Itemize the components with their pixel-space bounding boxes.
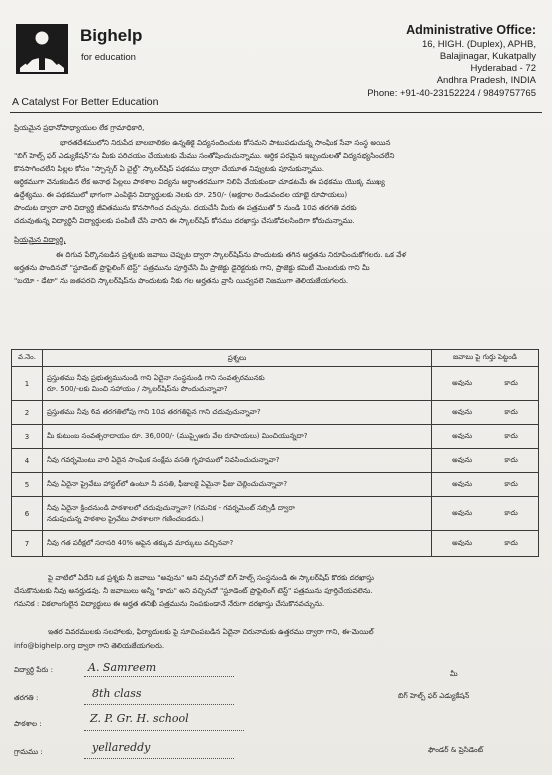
yes-option[interactable]: అవును xyxy=(452,538,473,547)
address-line: Hyderabad - 72 xyxy=(470,63,536,74)
no-option[interactable]: కాదు xyxy=(504,455,518,464)
row-number: 4 xyxy=(12,449,43,473)
answer-cell xyxy=(432,531,539,557)
paragraph-line: భారతదేశములోని నిరుపేద బాలబాలికల ఉన్నతికై విద్యనందించుట కోసమని పాటుపడుచున్న సాంఘిక సేవా సంస్థ అయిన xyxy=(60,138,391,147)
student-salutation: ప్రియమైన విద్యార్థి, xyxy=(14,235,66,244)
brand-name: Bighelp xyxy=(80,26,143,45)
paragraph-line: "బయో - డేటా" ను జతపరచి స్కాలర్‌షిప్‌ను పొందుటకు నీకు గల అర్హతను వ్రాసి యివ్వవలె నిజముగా తెలియజేయగలరు. xyxy=(14,276,349,285)
no-option[interactable]: కాదు xyxy=(504,378,518,387)
question-text: నీవు గత పరీక్షలో సరాసరి 40% ఆపైన తక్కువ మార్కులు వచ్చినవా? xyxy=(47,539,234,548)
paragraph-line: చదువుతున్న విద్యార్థినీ విద్యార్థులకు పంపిణీ చేసి వారిని ఈ స్కాలర్‌షిప్ కోసము దరఖాస్తు చేసుకోవలసిందిగా కోరుచున్నాము. xyxy=(14,216,355,225)
answer-cell xyxy=(432,425,539,449)
student-name-value[interactable]: A. Samreem xyxy=(88,661,157,674)
paragraph-line: ఆర్థికముగా వెనుకబడిన లేక అనాథ పిల్లలు పాఠశాల విద్యను అర్ధాంతరముగా నిలిపి వేయకుండా చూడటమే ఈ పథకము యొక్క ముఖ్య xyxy=(14,177,385,186)
no-option[interactable]: కాదు xyxy=(504,431,518,440)
school-label: పాఠశాల : xyxy=(14,719,42,728)
bighelp-logo-icon xyxy=(12,18,72,78)
yes-option[interactable]: అవును xyxy=(452,407,473,416)
answer-cell xyxy=(432,401,539,425)
note-line: గమనిక : వికలాంగులైన విద్యార్థులు ఈ అర్హత తనిఖీ పత్రమును నింపకుండానే నేరుగా దరఖాస్తు చేసుకొనవచ్చును. xyxy=(14,599,325,608)
no-option[interactable]: కాదు xyxy=(504,538,518,547)
question-text: నడుపుచున్న పాఠశాల ప్రైవేటు పాఠశాలగా గణించబడదు.) xyxy=(47,514,204,523)
class-line xyxy=(84,704,234,705)
office-title: Administrative Office: xyxy=(406,23,536,37)
paragraph-line: ఉద్దేశ్యము. ఈ పథకములో భాగంగా ఎంపికైన విద్యార్థులకు నెలకు రూ. 250/- (అక్షరాల రెండువందల యాభై రూపాయలు) xyxy=(14,190,348,199)
table-row xyxy=(12,473,539,497)
address-line: 16, HIGH. (Duplex), APHB, xyxy=(421,39,536,50)
office-address xyxy=(367,24,536,100)
closing-you: మీ xyxy=(450,669,458,678)
student-name-label: విద్యార్థి పేరు : xyxy=(14,665,53,674)
email-line: info@bighelp.org ద్వారా గాని తెలియజేయగలరు. xyxy=(14,641,165,650)
header-divider xyxy=(10,112,542,113)
address-line: Andhra Pradesh, INDIA xyxy=(436,75,536,86)
table-row xyxy=(12,401,539,425)
answer-cell xyxy=(432,497,539,531)
question-text: నీవు గవర్నమెంటు వారి ఏదైన సాంఘిక సంక్షేమ వసతి గృహములో నివసించుచున్నావా? xyxy=(47,456,280,465)
question-cell xyxy=(43,497,432,531)
village-value[interactable]: yellareddy xyxy=(92,741,151,754)
row-number: 5 xyxy=(12,473,43,497)
paragraph-line: కొనసాగించలేని పిల్లల కోసం "స్పాన్సర్ ఏ చైల్డ్" స్కాలర్‌షిప్ పథకము ద్వారా చేయూత నివ్వుటకు పూనుకున్నాము. xyxy=(14,164,325,173)
table-row xyxy=(12,531,539,557)
question-cell xyxy=(43,449,432,473)
eligibility-table xyxy=(11,349,539,557)
student-name-line xyxy=(84,676,234,677)
col-header-number: వ.నెం. xyxy=(12,350,43,367)
address-line: Balajinagar, Kukatpally xyxy=(439,51,536,62)
row-number: 1 xyxy=(12,367,43,401)
salutation: ప్రియమైన ప్రధానోపాధ్యాయుల లేక గ్రామాధికారి, xyxy=(14,123,145,132)
question-cell xyxy=(43,367,432,401)
question-text: నీవు ఏదైనా ప్రైవేటు హాస్టల్‌లో ఉంటూ నీ వసతి, ఫీజులకై ఏమైనా ఫీజు చెల్లించుచున్నావా? xyxy=(47,480,288,489)
class-label: తరగతి : xyxy=(14,693,39,702)
table-row xyxy=(12,425,539,449)
school-value[interactable]: Z. P. Gr. H. school xyxy=(90,712,189,725)
row-number: 6 xyxy=(12,497,43,531)
no-option[interactable]: కాదు xyxy=(504,508,518,517)
row-number: 7 xyxy=(12,531,43,557)
signature-org: బిగ్ హెల్ప్ ఫర్ ఎడ్యుకేషన్ xyxy=(398,691,470,700)
signature-title: ఫౌండర్ & ప్రెసిడెంట్ xyxy=(428,745,484,754)
table-row xyxy=(12,497,539,531)
question-text: నీవు ఏదైనా క్రిందనుండి పాఠశాలలో చదువుచున్నావా? (గమనిక - గవర్నమెంట్ సబ్సిడీ ద్వారా xyxy=(47,504,295,512)
no-option[interactable]: కాదు xyxy=(504,407,518,416)
class-value[interactable]: 8th class xyxy=(92,687,142,700)
yes-option[interactable]: అవును xyxy=(452,378,473,387)
paragraph-line: ఈ దిగువ పేర్కొనబడిన ప్రశ్నలకు జవాబు చెప్పుట ద్వారా స్కాలర్‌షిప్‌ను పొందుటకు తగిన అర్హతను నిరూపించుకోగలరు. ఒక వేళ xyxy=(56,250,406,259)
brand-subtitle: for education xyxy=(81,52,136,63)
paragraph-line: పొందుట ద్వారా వారి విద్యార్థి జీవితమును కొనసాగించ వచ్చును. దయచేసి మీరు ఈ పత్రముతో 5 నుండి 10వ తరగతి వరకు xyxy=(14,203,357,212)
school-line xyxy=(84,730,244,731)
paragraph-line: ఇతర వివరములకు సలహాలకు, ఫిర్యాదులకు పై సూచింపబడిన ఏదైనా చిరునామకు ఉత్తరము ద్వారా గాని, ఈ-మెయిల్ xyxy=(48,627,374,636)
question-text: ప్రస్తుతము నీవు ప్రభుత్వమునుండి గాని ఏదైనా సంస్థనుండి గాని సంవత్సరమునకు xyxy=(47,374,265,382)
answer-cell xyxy=(432,367,539,401)
yes-option[interactable]: అవును xyxy=(452,508,473,517)
row-number: 2 xyxy=(12,401,43,425)
question-text: ప్రస్తుతము నీవు 6వ తరగతిలోపు గాని 10వ తరగతిపైన గాని చదువుచున్నావా? xyxy=(47,408,261,417)
question-cell xyxy=(43,425,432,449)
tagline: A Catalyst For Better Education xyxy=(12,96,159,108)
paragraph-line: పై వాటిలో ఏదేని ఒక ప్రశ్నకు నీ జవాబు "అవును" అని వచ్చినచో బిగ్ హెల్ప్ సంస్థనుండి ఈ స్కాలర్‌షిప్ కొరకు దరఖాస్తు xyxy=(48,573,374,582)
table-row xyxy=(12,367,539,401)
answer-cell xyxy=(432,449,539,473)
answer-cell xyxy=(432,473,539,497)
village-label: గ్రామము : xyxy=(14,747,43,756)
phone-number: Phone: +91-40-23152224 / 9849757765 xyxy=(367,88,536,99)
paragraph-line: అర్హతను పొందినచో "స్టూడెంట్ ప్రొఫైలింగ్ టెస్ట్" పత్రమును పూర్తిచేసి మీ ప్రాజెక్టు డైరెక్టరుకు గాని, ప్రాజెక్టు కమిటీ మెంబరుకు గాని మీ xyxy=(14,263,370,272)
yes-option[interactable]: అవును xyxy=(452,431,473,440)
question-cell xyxy=(43,473,432,497)
question-cell xyxy=(43,401,432,425)
col-header-answer: జవాబు పై గుర్తు పెట్టండి xyxy=(432,350,539,367)
table-row xyxy=(12,449,539,473)
paragraph-line: చేసుకొనుటకు నీవు అనర్హుడవు. నీ జవాబులు అన్నీ "కాదు" అని వచ్చినచో "స్టూడెంట్ ప్రొఫైలింగ్ టెస్ట్" పత్రమును పూర్తిచేయవలెను. xyxy=(14,586,373,595)
row-number: 3 xyxy=(12,425,43,449)
col-header-questions: ప్రశ్నలు xyxy=(43,350,432,367)
village-line xyxy=(84,758,234,759)
paragraph-line: "బిగ్ హెల్ప్ ఫర్ ఎడ్యుకేషన్"ను మీకు పరిచయం చేయుటకు మేము సంతోషించుచున్నాము. ఆర్థిక పరమైన ఇబ్బందులతో విద్యనభ్యసించలేని xyxy=(14,151,395,160)
yes-option[interactable]: అవును xyxy=(452,479,473,488)
yes-option[interactable]: అవును xyxy=(452,455,473,464)
question-text: రూ. 500/-లకు మించి సహాయం / స్కాలర్‌షిప్‌ను పొందుచున్నావా? xyxy=(47,384,228,393)
question-text: మీ కుటుంబ సంవత్సరాదాయం రూ. 36,000/- (ముప్పైఆరు వేల రూపాయలు) మించియున్నదా? xyxy=(47,432,308,441)
no-option[interactable]: కాదు xyxy=(504,479,518,488)
question-cell xyxy=(43,531,432,557)
